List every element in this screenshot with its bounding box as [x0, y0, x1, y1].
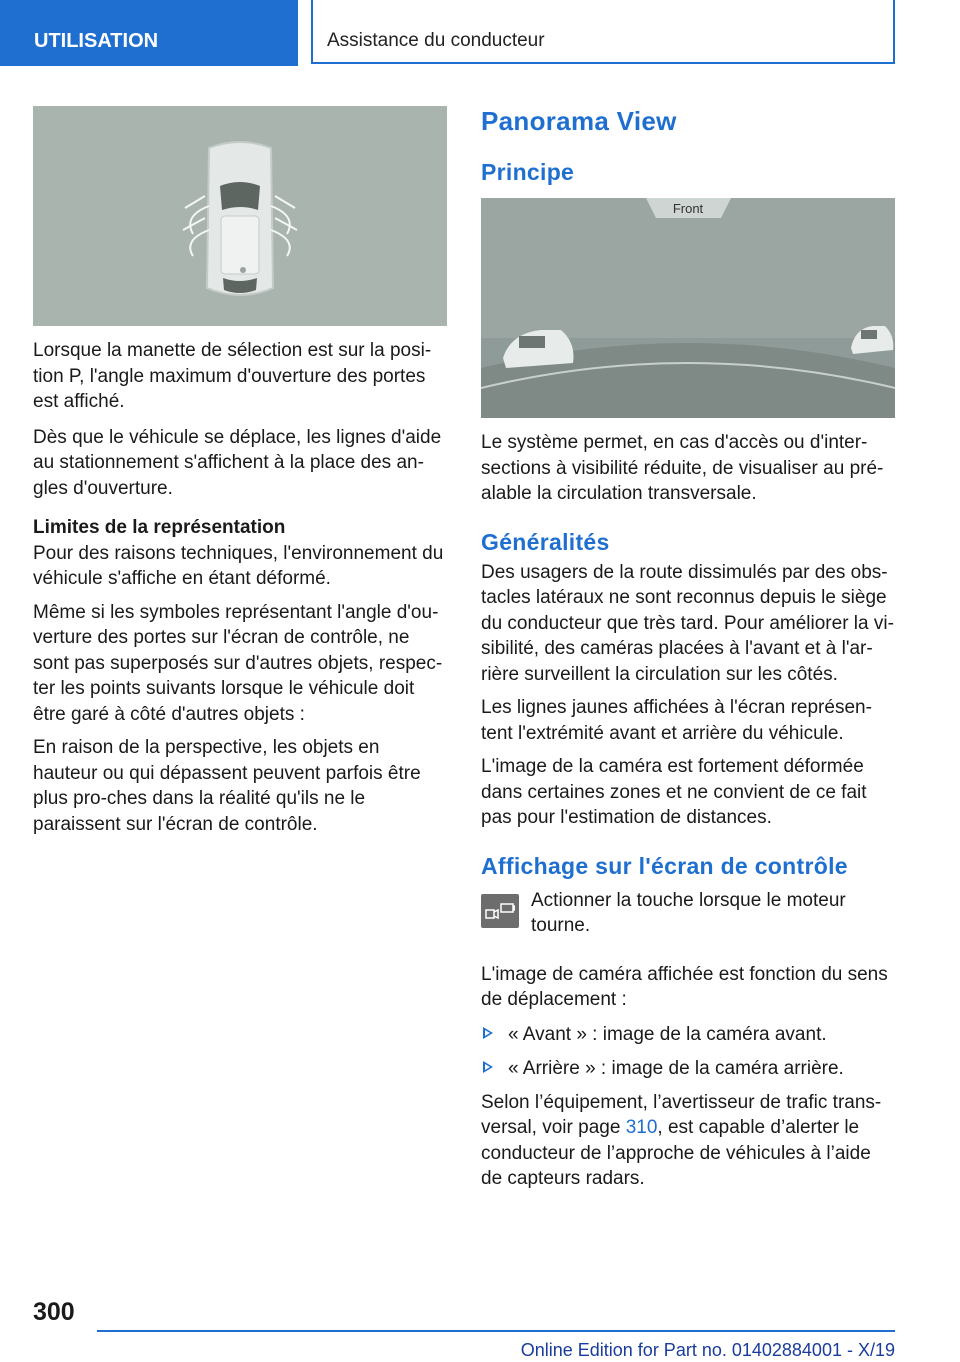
paragraph: Dès que le véhicule se déplace, les lignes d'aide au stationnement s'affichent à la place des an-gles d'ouverture.	[33, 426, 442, 499]
general-heading: Généralités	[481, 528, 610, 555]
footer-divider	[97, 1330, 895, 1332]
paragraph: En raison de la perspective, les objets en hauteur ou qui dépassent peuvent parfois être plus pro-ches dans la réalité qu'ils ne le paraissent sur l'écran de contrôle.	[33, 737, 421, 835]
button-instruction	[481, 890, 895, 952]
page-header	[0, 0, 960, 66]
camera-button-icon	[481, 894, 519, 928]
paragraph: Les lignes jaunes affichées à l'écran représen-tent l'extrémité avant et arrière du véhicule.	[481, 697, 872, 744]
triangle-bullet-icon	[483, 1061, 493, 1073]
paragraph: Même si les symboles représentant l'angle d'ou-verture des portes sur l'écran de contrôle, ne sont pas superposés sur d'autres objets, respec-ter les points suivants lorsque le véhicule doit être garé à côté d'autres objets :	[33, 601, 443, 725]
door-opening-figure	[33, 106, 447, 326]
button-text: Actionner la touche lorsque le moteur tourne.	[531, 889, 846, 936]
paragraph: L'image de caméra affichée est fonction du sens de déplacement :	[481, 963, 888, 1010]
chapter-tab: Assistance du conducteur	[311, 0, 895, 64]
edition-text: Online Edition for Part no. 01402884001 - X/19	[520, 1340, 895, 1360]
left-column	[33, 106, 447, 837]
section-tab: UTILISATION	[0, 0, 298, 66]
page-number: 300	[33, 1298, 75, 1326]
list-item-text: « Avant » : image de la caméra avant.	[508, 1023, 827, 1045]
list-item	[481, 1056, 895, 1082]
svg-text:Front: Front	[672, 201, 704, 216]
list-item-text: « Arrière » : image de la caméra arrière.	[508, 1058, 844, 1079]
paragraph: Des usagers de la route dissimulés par des obs-tacles latéraux ne sont reconnus depuis le siège du conducteur que très tard. Pour améliorer la vi-sibilité, des caméras placées à l'avant et à l'ar-rière surveillent la circulation sur les côtés.	[481, 561, 894, 685]
display-heading: Affichage sur l'écran de contrôle	[481, 852, 848, 879]
paragraph: L'image de la caméra est fortement déformée dans certaines zones et ne convient de ce fait pas pour l'estimation de distances.	[481, 756, 867, 828]
paragraph	[481, 1090, 895, 1192]
text: , est capable d’alerter le conducteur de l’approche de véhicules à l’aide de capteurs radars.	[481, 1117, 871, 1189]
principle-heading: Principe	[481, 159, 575, 185]
list-item	[481, 1022, 895, 1048]
paragraph: Pour des raisons techniques, l'environnement du véhicule s'affiche en étant déformé.	[33, 542, 444, 589]
triangle-bullet-icon	[483, 1027, 493, 1039]
paragraph: Le système permet, en cas d'accès ou d'inter-sections à visibilité réduite, de visualiser au pré-alable la circulation transversale.	[481, 432, 884, 504]
limits-heading: Limites de la représentation	[33, 517, 286, 538]
page-link[interactable]: 310	[625, 1117, 658, 1138]
section-title: Panorama View	[481, 106, 677, 136]
car-top-view-illustration	[33, 106, 447, 326]
panorama-camera-figure	[481, 198, 895, 418]
paragraph: Lorsque la manette de sélection est sur la posi-tion P, l'angle maximum d'ouverture des portes est affiché.	[33, 340, 432, 412]
text: Selon l’équipement, l’avertisseur de trafic trans-versal, voir page	[481, 1091, 882, 1138]
right-column	[481, 106, 895, 1192]
camera-view-illustration	[481, 198, 895, 418]
